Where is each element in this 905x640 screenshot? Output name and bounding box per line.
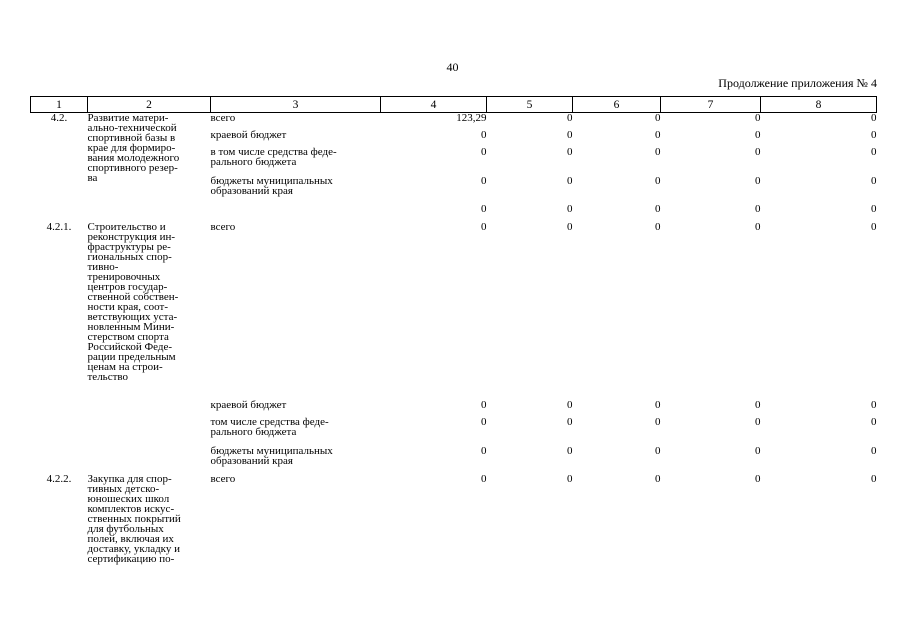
value-col-7: 0: [755, 128, 761, 141]
value-col-7: 0: [755, 444, 761, 457]
table-row: [31, 417, 877, 446]
value-col-6: 0: [655, 145, 661, 158]
value-col-7: 0: [755, 202, 761, 215]
value-col-6: 0: [655, 398, 661, 411]
value-col-7: 0: [755, 472, 761, 485]
value-col-5: 0: [567, 472, 573, 485]
value-col-8: 0: [871, 145, 877, 158]
value-col-6: 0: [655, 202, 661, 215]
value-col-7: 0: [755, 174, 761, 187]
value-col-8: 0: [871, 472, 877, 485]
column-header-6: 6: [573, 97, 661, 113]
value-col-5: 0: [567, 128, 573, 141]
column-header-1: 1: [31, 97, 88, 113]
value-col-4: 0: [481, 220, 487, 233]
value-col-5: 0: [567, 202, 573, 215]
funding-source-label: в том числе средства феде- рального бюджета: [210, 145, 337, 168]
row-description: [88, 446, 211, 474]
table-body: [31, 113, 877, 574]
value-col-7: 0: [755, 415, 761, 428]
funding-source-label: всего: [210, 112, 236, 124]
column-header-7: 7: [661, 97, 761, 113]
row-code: [31, 400, 88, 417]
value-col-6: 0: [655, 415, 661, 428]
column-header-2: 2: [88, 97, 211, 113]
row-description: [88, 417, 211, 446]
table-row: [31, 222, 877, 400]
value-col-6: 0: [655, 220, 661, 233]
row-description: Строительство и реконструкция ин- фраструктуры ре- гиональных спор- тивно- тренировочных центров государ- ственной собствен- ности края, соот- ветствующих уста- новленным Мини- стерством спорта Российской Феде- рации предельным ценам на строи- тельство: [87, 220, 179, 383]
funding-source-label: всего: [210, 472, 236, 485]
value-col-6: 0: [655, 472, 661, 485]
value-col-5: 0: [567, 112, 573, 124]
funding-source-label: [211, 204, 381, 222]
value-col-7: 0: [755, 398, 761, 411]
value-col-5: 0: [567, 415, 573, 428]
funding-source-label: краевой бюджет: [210, 398, 287, 411]
value-col-5: 0: [567, 220, 573, 233]
row-code: 4.2.: [50, 112, 68, 124]
value-col-8: 0: [871, 415, 877, 428]
row-code: 4.2.2.: [46, 472, 72, 485]
funding-source-label: всего: [210, 220, 236, 233]
value-col-4: 0: [481, 415, 487, 428]
column-header-3: 3: [211, 97, 381, 113]
value-col-8: 0: [871, 220, 877, 233]
value-col-4: 0: [481, 145, 487, 158]
table-row: [31, 400, 877, 417]
value-col-4: 0: [481, 174, 487, 187]
row-code: 4.2.1.: [46, 220, 72, 233]
value-col-8: 0: [871, 444, 877, 457]
value-col-7: 0: [755, 220, 761, 233]
value-col-5: 0: [567, 145, 573, 158]
page-number: 40: [446, 60, 459, 74]
column-header-8: 8: [761, 97, 877, 113]
appendix-continuation-note: Продолжение приложения № 4: [718, 76, 877, 90]
value-col-8: 0: [871, 128, 877, 141]
funding-source-label: бюджеты муниципальных образований края: [210, 444, 333, 467]
table-row: [31, 113, 877, 130]
row-code: [31, 417, 88, 446]
value-col-8: 0: [871, 398, 877, 411]
row-description: Развитие матери- ально-технической спортивной базы в крае для формиро- вания молодежного спортивного резер- ва: [87, 112, 180, 184]
column-header-5: 5: [487, 97, 573, 113]
value-col-4: 0: [481, 472, 487, 485]
value-col-5: 0: [567, 174, 573, 187]
value-col-4: 0: [481, 128, 487, 141]
funding-source-label: том числе средства феде- рального бюджета: [210, 415, 329, 438]
value-col-4: 123,29: [456, 112, 487, 124]
value-col-8: 0: [871, 202, 877, 215]
row-description: Закупка для спор- тивных детско- юношеских школ комплектов искус- ственных покрытий для футбольных полей, включая их доставку, укладку и сертификацию по-: [87, 472, 181, 565]
column-header-4: 4: [381, 97, 487, 113]
value-col-5: 0: [567, 444, 573, 457]
funding-source-label: краевой бюджет: [210, 128, 287, 141]
row-description: [88, 400, 211, 417]
value-col-4: 0: [481, 398, 487, 411]
value-col-7: 0: [755, 112, 761, 124]
row-code: [31, 446, 88, 474]
column-number-row: [31, 97, 877, 113]
funding-source-label: бюджеты муниципальных образований края: [210, 174, 333, 197]
value-col-6: 0: [655, 444, 661, 457]
table-row: [31, 446, 877, 474]
value-col-7: 0: [755, 145, 761, 158]
value-col-6: 0: [655, 128, 661, 141]
value-col-6: 0: [655, 112, 661, 124]
value-col-6: 0: [655, 174, 661, 187]
value-col-4: 0: [481, 202, 487, 215]
table-row: [31, 474, 877, 574]
value-col-8: 0: [871, 112, 877, 124]
value-col-8: 0: [871, 174, 877, 187]
value-col-5: 0: [567, 398, 573, 411]
budget-table: [30, 96, 877, 574]
value-col-4: 0: [481, 444, 487, 457]
